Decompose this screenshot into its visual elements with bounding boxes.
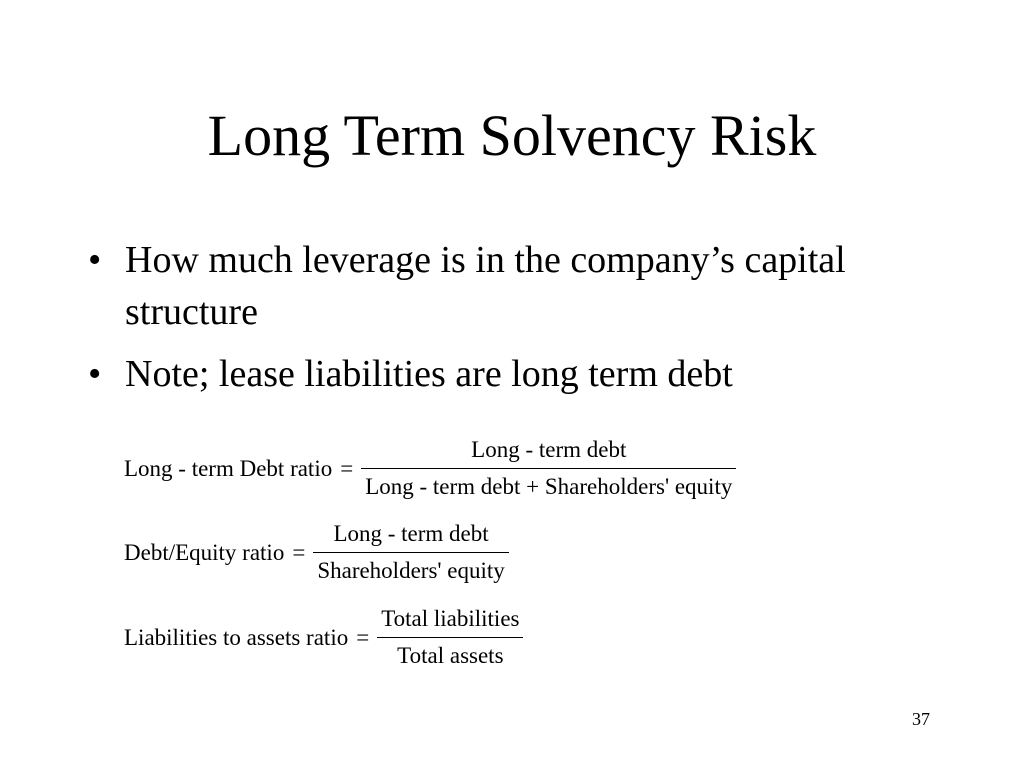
bullet-text: How much leverage is in the company’s capital structure	[125, 239, 846, 333]
fraction	[361, 432, 736, 505]
fraction-numerator: Total liabilities	[381, 606, 520, 631]
bullet-icon: •	[88, 239, 102, 281]
slide-title: Long Term Solvency Risk	[207, 103, 817, 168]
page-number: 37	[912, 709, 930, 729]
formula-label: Long - term Debt ratio	[124, 455, 333, 481]
equals-sign: =	[340, 455, 354, 481]
equals-sign: =	[356, 624, 370, 650]
formula-liabilities-to-assets-ratio	[124, 601, 523, 674]
fraction-denominator: Long - term debt + Shareholders' equity	[365, 474, 733, 499]
fraction-numerator: Long - term debt	[471, 437, 627, 462]
fraction	[313, 516, 508, 589]
bullet-item-leverage	[88, 234, 908, 338]
bullet-text: Note; lease liabilities are long term debt	[125, 353, 733, 395]
fraction-numerator: Long - term debt	[333, 521, 489, 546]
equals-sign: =	[292, 539, 306, 565]
fraction	[377, 601, 523, 674]
bullet-icon: •	[88, 353, 102, 395]
fraction-denominator: Shareholders' equity	[317, 558, 505, 583]
formula-debt-equity-ratio	[124, 516, 509, 589]
formula-long-term-debt-ratio	[124, 432, 736, 505]
fraction-denominator: Total assets	[397, 643, 504, 668]
formula-label: Debt/Equity ratio	[124, 539, 285, 565]
bullet-list	[88, 234, 908, 410]
bullet-item-lease-note	[88, 348, 908, 400]
formula-label: Liabilities to assets ratio	[124, 624, 349, 650]
